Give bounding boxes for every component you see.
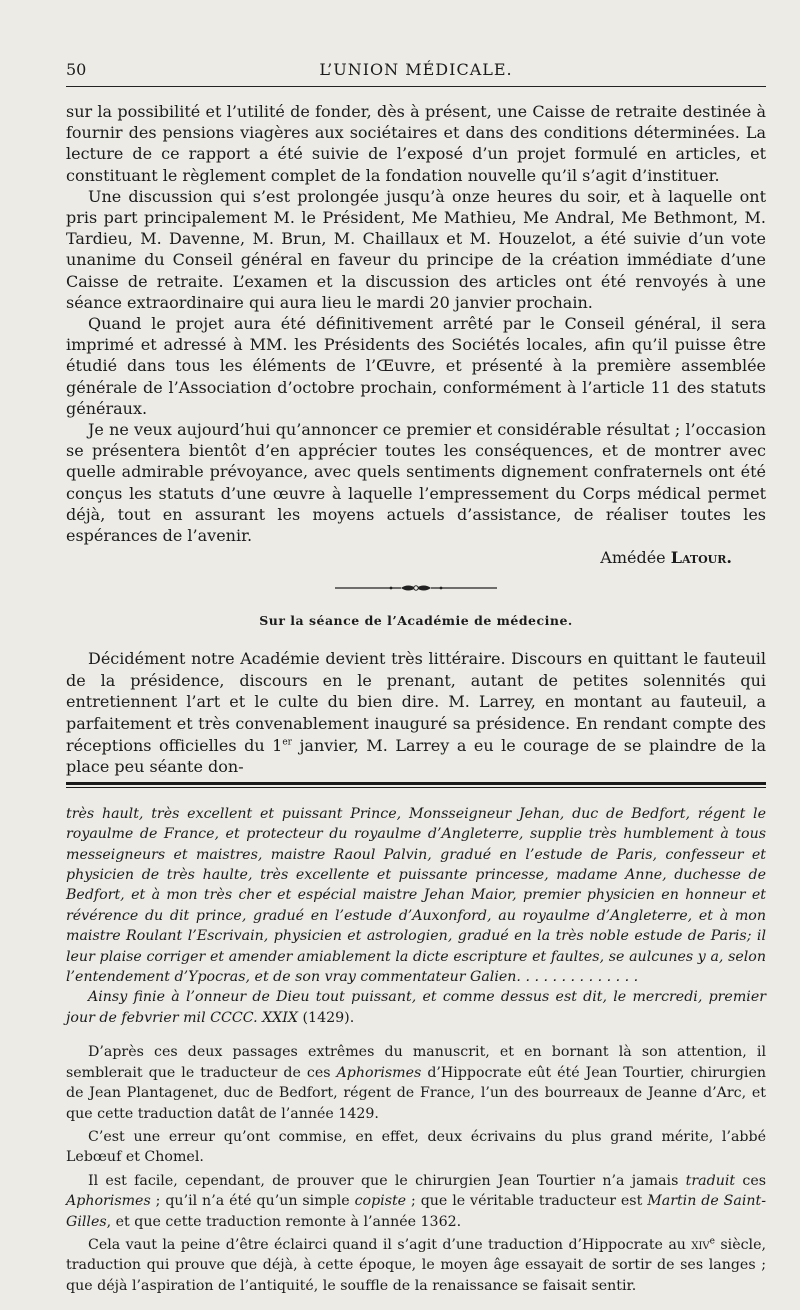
footnote-body [66,1042,766,1296]
footnote-quote [66,804,766,1028]
quote-closing-text: Ainsy finie à l’onneur de Dieu tout puissant, et comme dessus est dit, le mercredi, premier jour de febvrier mil CCCC. XXIX [66,989,766,1026]
text-run: , et que cette traduction remonte à l’année 1362. [106,1213,462,1230]
section-text-part: janvier, M. Larrey a eu le courage de se plaindre de la place peu séante don- [66,735,766,777]
signature-last-name: Latour. [670,548,732,568]
section-body [66,648,766,778]
italic-run: copiste [354,1193,407,1210]
text-run: d’Hippocrate eût été Jean Tourtier, chirurgien de Jean Plantagenet, duc de Bedfort, régent de France, l’un des bourreaux de Jeanne d’Arc, et que cette traduction datât de l’année 1429. [66,1064,766,1122]
page-number: 50 [66,60,87,79]
century-numeral: xiv [691,1236,710,1253]
article-paragraph: Je ne veux aujourd’hui qu’annoncer ce premier et considérable résultat ; l’occasion se présentera bientôt d’en apprécier toutes les conséquences, et de montrer avec quelle admirable prévoyance, avec quels sentiments dignement confraternels ont été conçus les statuts d’une œuvre à laquelle l’empressement du Corps médical permet déjà, tout en assurant les moyens actuels d’assistance, de réaliser toutes les espérances de l’avenir. [66,420,766,546]
text-run: ; qu’il n’a été qu’un simple [150,1193,355,1210]
italic-run: Aphorismes [66,1193,151,1210]
text-run: ; que le véritable traducteur est [406,1193,648,1210]
century-superscript: e [709,1236,715,1247]
section-text-part: Décidément notre Académie devient très littéraire. Discours en quittant le fauteuil de la présidence, discours en le prenant, autant de petites solennités qui entretiennent l’art et le culte du bien dire. M. Larrey, en montant au fauteuil, a parfaitement et très convenablement inauguré sa présidence. En rendant compte des réceptions officielles du 1 [66,649,766,755]
footnote-paragraph [66,1042,766,1124]
italic-run: Martin de Saint-Gilles [66,1193,766,1230]
article-body [66,101,766,546]
section-heading: Sur la séance de l’Académie de médecine. [259,613,573,629]
section-paragraph [66,648,766,778]
italic-run: traduit [685,1172,736,1189]
footnote-paragraph [66,1171,766,1232]
text-run: D’après ces deux passages extrêmes du manuscrit, et en bornant là son attention, il semblerait que le traducteur de ces [66,1044,766,1081]
footnote-separator [66,782,766,788]
page-header [66,52,766,87]
text-run: Cela vaut la peine d’être éclairci quand il s’agit d’une traduction d’Hippocrate au [88,1236,692,1253]
italic-run: Aphorismes [336,1064,422,1081]
ornament-rule-icon [331,581,501,595]
footnote-paragraph [66,1235,766,1296]
signature-first-name: Amédée [600,548,666,568]
text-run: siècle, traduction qui prouve que déjà, à cette époque, le moyen âge essayait de sortir de ses langes ; que déjà l’aspiration de l’antiquité, le souffle de la renaissance se faisait sentir. [66,1236,766,1294]
article-paragraph: Quand le projet aura été définitivement arrêté par le Conseil général, il sera imprimé et adressé à MM. les Présidents des Sociétés locales, afin qu’il puisse être étudié dans tous les éléments de l’Œuvre, et présenté à la première assemblée générale de l’Association d’octobre prochain, conformément à l’article 11 des statuts généraux. [66,314,766,418]
footnote-paragraph: C’est une erreur qu’ont commise, en effet, deux écrivains du plus grand mérite, l’abbé Lebœuf et Chomel. [66,1128,766,1166]
text-run: Il est facile, cependant, de prouver que le chirurgien Jean Tourtier n’a jamais [88,1172,686,1189]
quote-paragraph: très hault, très excellent et puissant Prince, Monsseigneur Jehan, duc de Bedfort, régent le royaulme de France, et protecteur du royaulme d’Angleterre, supplie très humblement à tous messeigneurs et maistres, maistre Raoul Palvin, gradué en l’estude de Paris, confesseur et physicien de très haulte, très excellente et puissante princesse, madame Anne, duchesse de Bedfort, et à mon très cher et espécial maistre Jehan Maior, premier physicien en honneur et révérence du dit prince, gradué en l’estude d’Auxonford, au royaulme d’Angleterre, et à mon maistre Roulant l’Escrivain, physicien et astrologien, gradué en la très noble estude de Paris; il leur plaise corriger et amender amiablement la dicte escripture et faultes, se aulcunes y a, selon l’entendement d’Ypocras, et de son vray commentateur Galien. . . . . . . . . . . . . . [66,805,766,986]
section-ornament [66,581,766,595]
quote-closing [66,987,766,1028]
article-paragraph: sur la possibilité et l’utilité de fonder, dès à présent, une Caisse de retraite destinée à fournir des pensions viagères aux sociétaires et dans des conditions déterminées. La lecture de ce rapport a été suivie de l’exposé d’un projet formulé en articles, et constituant le règlement complet de la fondation nouvelle qu’il s’agit d’instituer. [66,102,766,185]
author-signature [66,548,732,567]
quote-closing-year: (1429). [302,1009,355,1026]
running-title: L’UNION MÉDICALE. [319,60,513,79]
article-paragraph: Une discussion qui s’est prolongée jusqu’à onze heures du soir, et à laquelle ont pris part principalement M. le Président, Me Mathieu, Me Andral, Me Bethmont, M. Tardieu, M. Davenne, M. Brun, M. Chaillaux et M. Houzelot, a été suivie d’un vote unanime du Conseil général en faveur du principe de la création immédiate d’une Caisse de retraite. L’examen et la discussion des articles ont été renvoyés à une séance extraordinaire qui aura lieu le mardi 20 janvier prochain. [66,186,766,312]
text-run: ces [735,1172,766,1189]
ordinal-superscript: er [282,737,292,748]
